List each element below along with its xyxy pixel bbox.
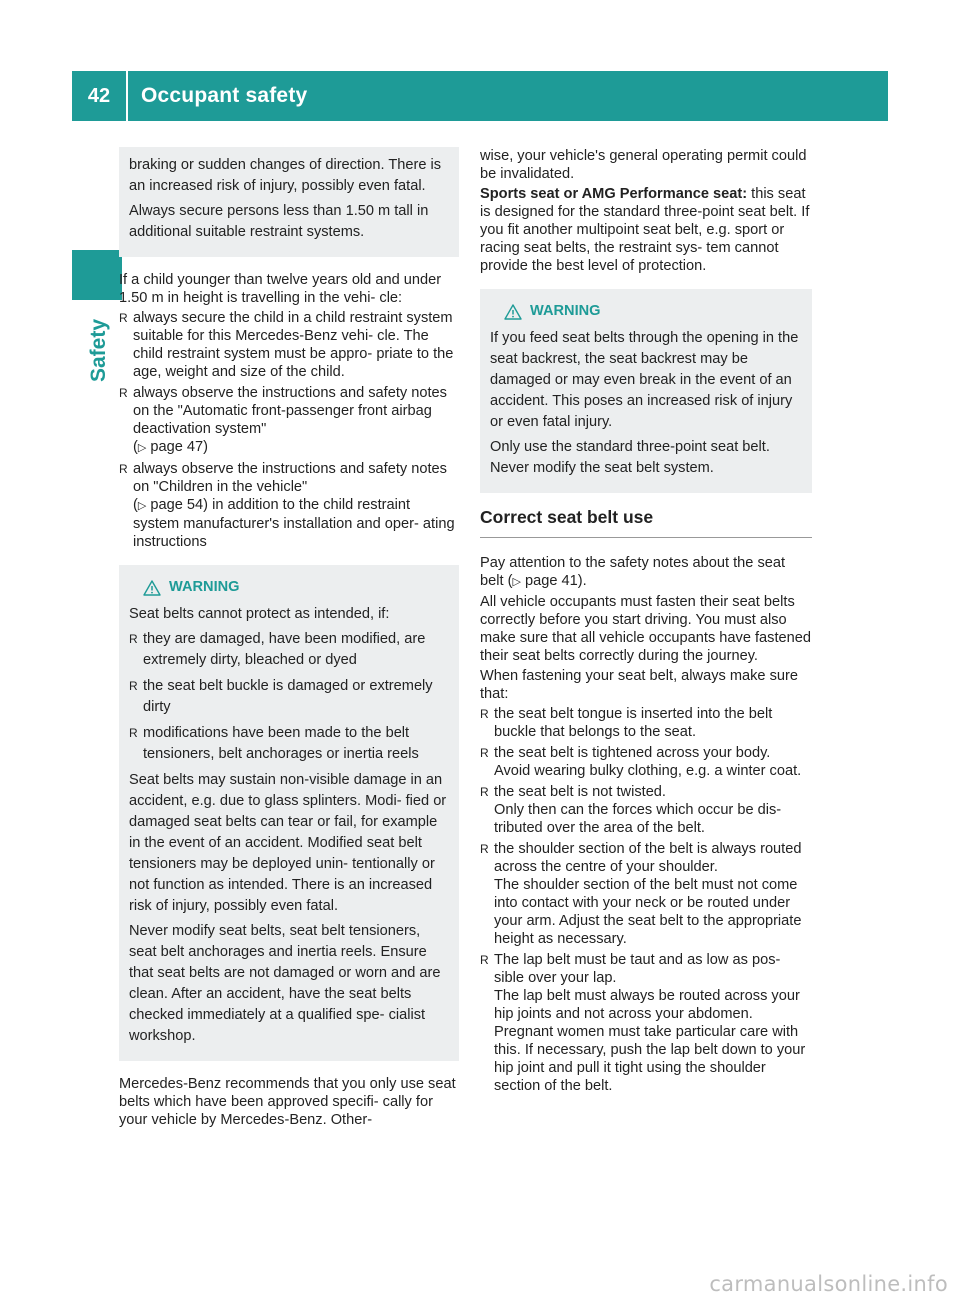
bullet-icon: R <box>480 746 489 760</box>
recommendation-text: Mercedes-Benz recommends that you only use seat belts which have been approved specifi- cally for your vehicle by Mercedes-Benz. Other- <box>119 1076 456 1128</box>
list-item: R the seat belt is tightened across your body. Avoid wearing bulky clothing, e.g. a winter coat. <box>480 745 802 779</box>
occupants-paragraph: All vehicle occupants must fasten their seat belts correctly before you start driving. You must also make sure that all vehicle occupants have fastened their seat belts correctly during the journey. <box>480 594 811 664</box>
fastening-list <box>480 705 812 1095</box>
bullet-icon: R <box>119 386 128 400</box>
page-reference-link[interactable]: page 47) <box>150 439 209 455</box>
list-item: R always observe the instructions and safety notes on "Children in the vehicle" (▷ page 54) in addition to the child restraint system manufacturer's installation and oper- ating instructions <box>119 461 455 550</box>
list-item: R always secure the child in a child restraint system suitable for this Mercedes-Benz vehi- cle. The child restraint system must be appro- priate to the age, weight and size of the child. <box>119 310 454 380</box>
list-item: R modifications have been made to the belt tensioners, belt anchorages or inertia reels <box>129 725 419 762</box>
bullet-icon: R <box>119 462 128 476</box>
list-item: R always observe the instructions and safety notes on the "Automatic front-passenger front airbag deactivation system" (▷ page 47) <box>119 385 447 455</box>
side-tab-block <box>72 250 122 300</box>
warning-heading: WARNING <box>490 301 802 322</box>
warning-heading: WARNING <box>129 577 449 598</box>
bullet-icon: R <box>480 953 489 967</box>
bullet-icon: R <box>129 632 138 646</box>
list-item: R the seat belt buckle is damaged or extremely dirty <box>129 678 433 715</box>
warning-box-backrest <box>480 289 812 493</box>
list-item: R they are damaged, have been modified, are extremely dirty, bleached or dyed <box>129 631 426 668</box>
bullet-icon: R <box>119 311 128 325</box>
sports-seat-label: Sports seat or AMG Performance seat: <box>480 186 748 202</box>
page-ref-arrow-icon: ▷ <box>512 576 521 588</box>
warning-box-continued <box>119 147 459 257</box>
list-item: R the seat belt tongue is inserted into the belt buckle that belongs to the seat. <box>480 706 773 740</box>
warning-triangle-icon <box>143 580 161 596</box>
warning-paragraph: Only use the standard three-point seat belt. Never modify the seat belt system. <box>490 439 770 476</box>
warning-paragraph: Seat belts may sustain non-visible damage in an accident, e.g. due to glass splinters. Modi- fied or damaged seat belts can tear or fail, for example in the event of an accident. Modified seat belt tensioners may be deployed unin- tentionally or not function as intended. There is an increased risk of injury, possibly even fatal. <box>129 772 447 914</box>
page-reference-link[interactable]: page 54) in addition to the child restraint system manufacturer's installation and oper- ating instructions <box>133 497 455 550</box>
bullet-icon: R <box>480 707 489 721</box>
list-item: R the shoulder section of the belt is always routed across the centre of your shoulder. The shoulder section of the belt must not come into contact with your neck or be routed under your arm. Adjust the seat belt to the appropriate height as necessary. <box>480 841 802 947</box>
correct-seat-belt-heading: Correct seat belt use <box>480 507 812 538</box>
right-column <box>480 147 812 1098</box>
warning-triangle-icon <box>504 304 522 320</box>
safety-notes-paragraph: Pay attention to the safety notes about the seat belt (▷ page 41). <box>480 555 786 589</box>
warning-continued-text-2: Always secure persons less than 1.50 m tall in additional suitable restraint systems. <box>129 203 429 240</box>
side-tab-label: Safety <box>87 318 110 382</box>
page-ref-arrow-icon: ▷ <box>137 442 147 454</box>
bullet-icon: R <box>480 785 489 799</box>
fastening-intro: When fastening your seat belt, always make sure that: <box>480 668 798 702</box>
warning-paragraph: Never modify seat belts, seat belt tensioners, seat belt anchorages and inertia reels. Ensure that seat belts are not damaged or worn and are clean. After an accident, have the seat belts checked immediately at a qualified spe- cialist workshop. <box>129 923 441 1044</box>
header-divider <box>126 71 128 121</box>
warning-box-seat-belts <box>119 565 459 1061</box>
left-column <box>119 147 459 1131</box>
warning-intro: Seat belts cannot protect as intended, if: <box>129 606 390 622</box>
child-bullet-list <box>119 309 459 551</box>
child-intro: If a child younger than twelve years old and under 1.50 m in height is travelling in the vehi- cle: <box>119 272 442 306</box>
warning-list <box>129 629 449 765</box>
list-item: R the seat belt is not twisted. Only then can the forces which occur be dis- tributed over the area of the belt. <box>480 784 782 836</box>
page-ref-arrow-icon: ▷ <box>137 500 147 512</box>
bullet-icon: R <box>129 726 138 740</box>
page-reference-link[interactable]: page 41). <box>524 573 587 589</box>
page-number: 42 <box>87 85 111 107</box>
section-title: Occupant safety <box>141 84 308 107</box>
bullet-icon: R <box>480 842 489 856</box>
warning-paragraph: If you feed seat belts through the opening in the seat backrest, the seat backrest may be damaged or may even break in the event of an accident. This poses an increased risk of injury or even fatal injury. <box>490 330 799 430</box>
bullet-icon: R <box>129 679 138 693</box>
continued-text: wise, your vehicle's general operating permit could be invalidated. <box>480 148 807 182</box>
watermark: carmanualsonline.info <box>709 1272 948 1296</box>
list-item: R The lap belt must be taut and as low as pos- sible over your lap. The lap belt must always be routed across your hip joints and not across your abdomen. Pregnant women must take particular care with this. If necessary, push the lap belt down to your hip joint and pull it tight using the shoulder section of the belt. <box>480 952 806 1094</box>
warning-continued-text: braking or sudden changes of direction. There is an increased risk of injury, possibly even fatal. <box>129 157 442 194</box>
sports-seat-paragraph: Sports seat or AMG Performance seat: this seat is designed for the standard three-point seat belt. If you fit another multipoint seat belt, e.g. sport or racing seat belts, the restraint sys- tem cannot provide the best level of protection. <box>480 186 810 274</box>
